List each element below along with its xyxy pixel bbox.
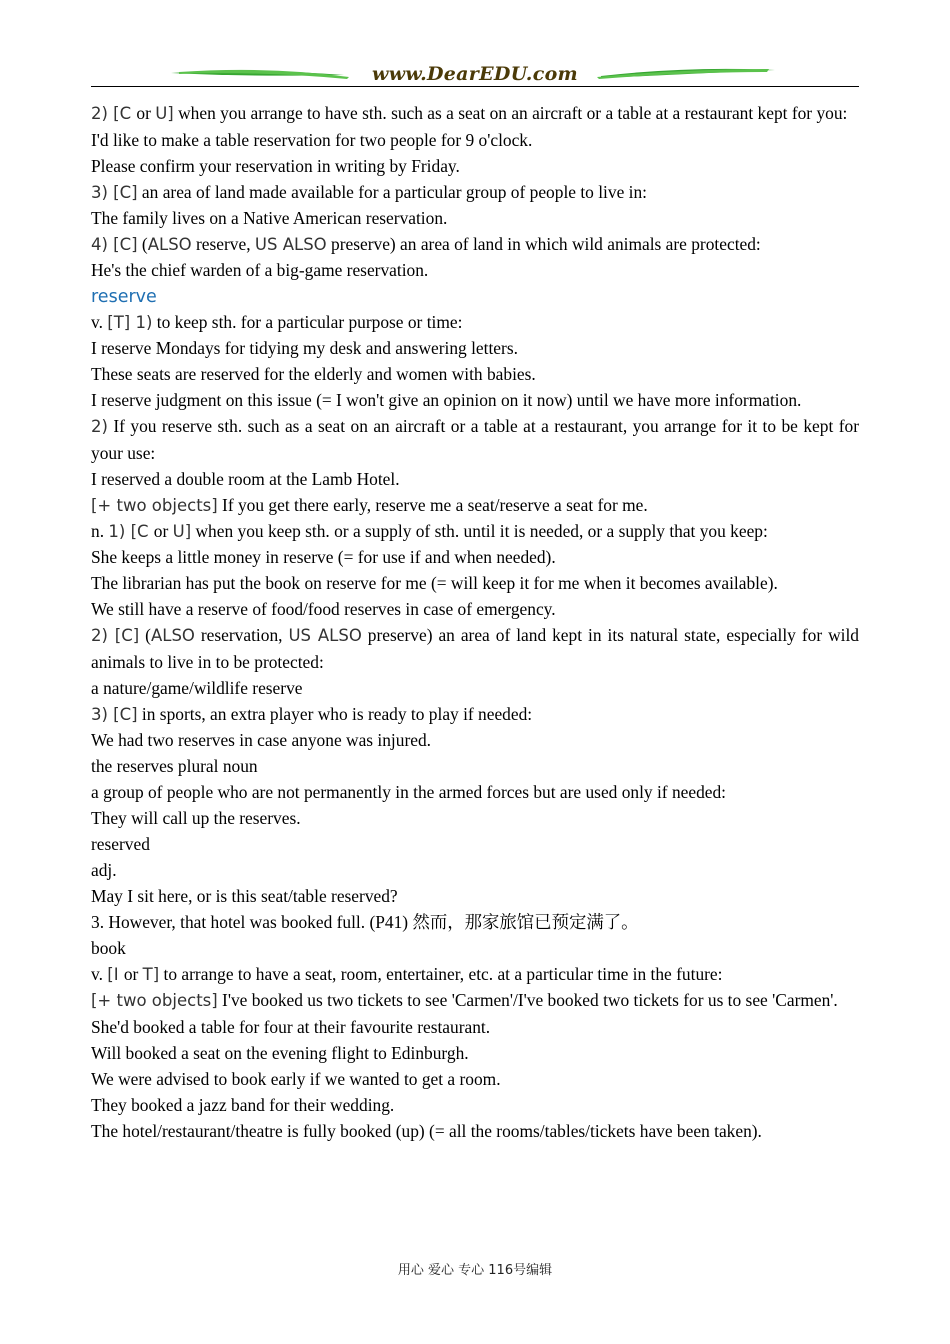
text-segment: Please confirm your reservation in writing by Friday. xyxy=(91,156,460,176)
text-segment: book xyxy=(91,938,126,958)
grammar-code: 2) [C] xyxy=(91,626,140,645)
text-line xyxy=(91,335,859,361)
grammar-code: 2) xyxy=(91,417,108,436)
text-line xyxy=(91,596,859,622)
text-line xyxy=(91,831,859,857)
text-line xyxy=(91,1040,859,1066)
text-line xyxy=(91,257,859,283)
text-segment: a nature/game/wildlife reserve xyxy=(91,678,303,698)
text-segment: ( xyxy=(137,234,148,254)
text-line xyxy=(91,544,859,570)
text-line xyxy=(91,466,859,492)
text-segment: when you arrange to have sth. such as a seat on an aircraft or a table at a restaurant kept for you: xyxy=(173,103,848,123)
page-header xyxy=(91,62,859,88)
grammar-code: 3) [C] xyxy=(91,183,138,202)
grammar-code: U] xyxy=(155,104,174,123)
grammar-code: ALSO xyxy=(150,626,195,645)
text-segment: reserved xyxy=(91,834,150,854)
grammar-code: 3) [C] xyxy=(91,705,138,724)
text-line xyxy=(91,231,859,257)
text-line xyxy=(91,492,859,518)
text-segment: the reserves plural noun xyxy=(91,756,258,776)
text-line xyxy=(91,727,859,753)
text-segment: I reserved a double room at the Lamb Hotel. xyxy=(91,469,400,489)
text-segment: reserve, xyxy=(191,234,255,254)
text-line xyxy=(91,570,859,596)
grammar-code: U] xyxy=(172,522,192,541)
text-line xyxy=(91,805,859,831)
text-segment: The family lives on a Native American reservation. xyxy=(91,208,448,228)
text-line xyxy=(91,1066,859,1092)
text-segment: I reserve judgment on this issue (= I won't give an opinion on it now) until we have more information. xyxy=(91,390,802,410)
grammar-code: [+ two objects] xyxy=(91,991,218,1010)
text-segment: an area of land made available for a particular group of people to live in: xyxy=(137,182,648,202)
text-segment: or xyxy=(153,521,173,541)
text-line xyxy=(91,987,859,1014)
text-segment: The hotel/restaurant/theatre is fully booked (up) (= all the rooms/tables/tickets have been taken). xyxy=(91,1121,762,1141)
text-line xyxy=(91,179,859,205)
text-segment: Will booked a seat on the evening flight to Edinburgh. xyxy=(91,1043,469,1063)
grammar-code: 2) [C xyxy=(91,104,137,123)
text-segment: If you get there early, reserve me a seat/reserve a seat for me. xyxy=(217,495,648,515)
text-segment: adj. xyxy=(91,860,117,880)
text-line xyxy=(91,961,859,987)
text-segment: The librarian has put the book on reserve for me (= will keep it for me when it becomes available). xyxy=(91,573,778,593)
text-segment: v. xyxy=(91,964,108,984)
text-segment: If you reserve sth. such as a seat on an aircraft or a table at a restaurant, you arrange for it to be kept for your use: xyxy=(91,416,859,463)
text-line xyxy=(91,1092,859,1118)
text-segment: She'd booked a table for four at their favourite restaurant. xyxy=(91,1017,491,1037)
grammar-code: ALSO xyxy=(147,235,192,254)
text-segment: reservation, xyxy=(194,625,289,645)
text-segment: I reserve Mondays for tidying my desk and answering letters. xyxy=(91,338,518,358)
text-segment: preserve) an area of land in which wild animals are protected: xyxy=(326,234,761,254)
grammar-code: 1) [C xyxy=(108,522,154,541)
text-line xyxy=(91,675,859,701)
grammar-code: [+ two objects] xyxy=(91,496,218,515)
grammar-code: US ALSO xyxy=(288,626,362,645)
grammar-code: 4) [C] xyxy=(91,235,138,254)
grammar-code: T] xyxy=(142,965,160,984)
text-line xyxy=(91,153,859,179)
text-line xyxy=(91,283,859,309)
document-body xyxy=(91,100,859,1144)
text-segment: They booked a jazz band for their wedding. xyxy=(91,1095,395,1115)
text-line xyxy=(91,361,859,387)
text-segment: n. xyxy=(91,521,109,541)
text-segment: or xyxy=(123,964,143,984)
grammar-code: [T] 1) xyxy=(107,313,153,332)
text-line xyxy=(91,413,859,466)
text-line xyxy=(91,387,859,413)
text-line xyxy=(91,883,859,909)
text-segment: These seats are reserved for the elderly and women with babies. xyxy=(91,364,536,384)
text-segment: We still have a reserve of food/food reserves in case of emergency. xyxy=(91,599,556,619)
header-divider xyxy=(91,86,859,87)
text-segment: They will call up the reserves. xyxy=(91,808,301,828)
text-segment: a group of people who are not permanently in the armed forces but are used only if needed: xyxy=(91,782,727,802)
text-segment: We were advised to book early if we wanted to get a room. xyxy=(91,1069,501,1089)
text-segment: in sports, an extra player who is ready to play if needed: xyxy=(137,704,533,724)
logo-text: www.DearEDU.com xyxy=(372,63,578,85)
text-segment: We had two reserves in case anyone was injured. xyxy=(91,730,432,750)
text-segment: May I sit here, or is this seat/table reserved? xyxy=(91,886,398,906)
text-line xyxy=(91,518,859,544)
text-line xyxy=(91,857,859,883)
text-segment: ( xyxy=(139,625,151,645)
text-segment: I'd like to make a table reservation for two people for 9 o'clock. xyxy=(91,130,533,150)
text-line xyxy=(91,622,859,675)
text-line xyxy=(91,100,859,127)
text-line xyxy=(91,127,859,153)
text-line xyxy=(91,779,859,805)
text-line xyxy=(91,753,859,779)
text-segment: He's the chief warden of a big-game reservation. xyxy=(91,260,429,280)
grammar-code: US ALSO xyxy=(254,235,327,254)
text-segment: to arrange to have a seat, room, entertainer, etc. at a particular time in the future: xyxy=(159,964,723,984)
text-segment: I've booked us two tickets to see 'Carmen'/I've booked two tickets for us to see 'Carmen'. xyxy=(217,990,838,1010)
text-line xyxy=(91,701,859,727)
text-line xyxy=(91,909,859,935)
text-line xyxy=(91,935,859,961)
text-segment: to keep sth. for a particular purpose or time: xyxy=(152,312,463,332)
text-segment: v. xyxy=(91,312,108,332)
text-segment: when you keep sth. or a supply of sth. until it is needed, or a supply that you keep: xyxy=(191,521,768,541)
text-line xyxy=(91,1014,859,1040)
text-line xyxy=(91,205,859,231)
page-footer: 用心 爱心 专心 116号编辑 xyxy=(397,1263,553,1278)
text-line xyxy=(91,1118,859,1144)
text-segment: 3. However, that hotel was booked full. (P41) 然而，那家旅馆已预定满了。 xyxy=(91,912,639,932)
text-line xyxy=(91,309,859,335)
text-segment: preserve) an area of land kept in its natural state, especially for wild animals to live in to be protected: xyxy=(91,625,859,672)
grammar-code: [I xyxy=(107,965,124,984)
headword: reserve xyxy=(91,287,157,307)
text-segment: or xyxy=(136,103,156,123)
text-segment: She keeps a little money in reserve (= for use if and when needed). xyxy=(91,547,556,567)
